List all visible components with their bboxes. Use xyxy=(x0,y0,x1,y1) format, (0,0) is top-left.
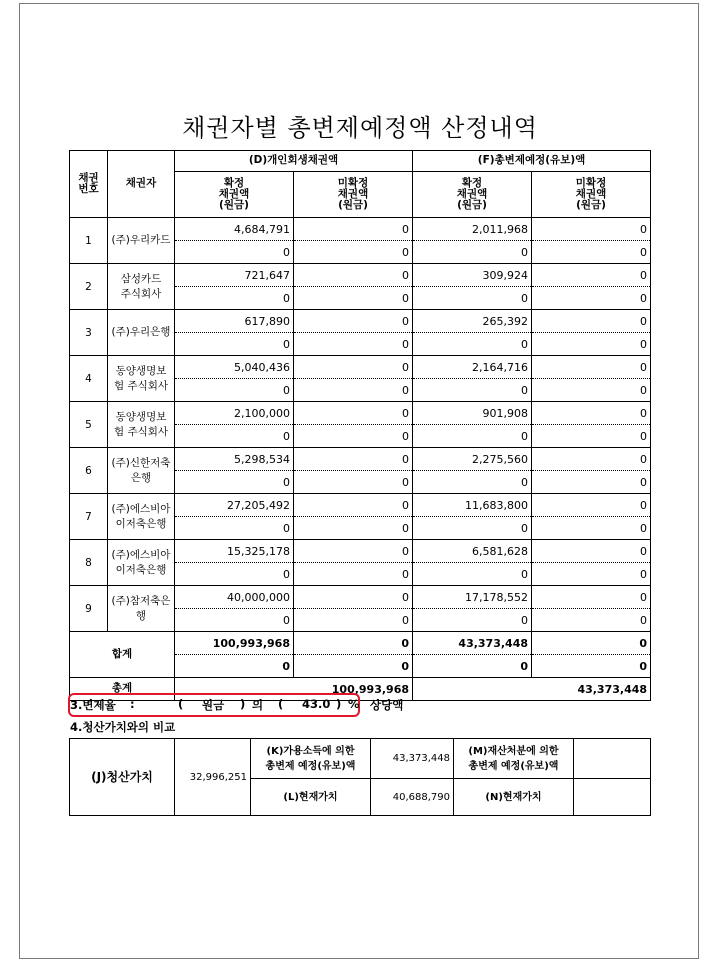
amount-cell: 0 xyxy=(532,379,651,402)
creditor-no: 7 xyxy=(70,494,108,540)
amount-cell: 15,325,178 xyxy=(175,540,294,563)
amount-cell: 0 xyxy=(413,517,532,540)
amount-cell: 0 xyxy=(175,379,294,402)
amount-cell: 309,924 xyxy=(413,264,532,287)
amount-cell: 0 xyxy=(175,517,294,540)
amount-cell: 721,647 xyxy=(175,264,294,287)
amount-cell: 2,011,968 xyxy=(413,218,532,241)
subtotal-cell: 0 xyxy=(175,655,294,678)
amount-cell: 0 xyxy=(175,563,294,586)
creditor-row xyxy=(70,448,651,471)
amount-cell: 0 xyxy=(532,517,651,540)
amount-cell: 0 xyxy=(413,287,532,310)
header-creditor-no: 채권 번호 xyxy=(70,151,108,218)
liquidation-comparison-table xyxy=(69,738,651,816)
amount-cell: 0 xyxy=(413,471,532,494)
n-value xyxy=(574,779,651,816)
amount-cell: 0 xyxy=(175,241,294,264)
amount-cell: 0 xyxy=(413,425,532,448)
amount-cell: 0 xyxy=(294,379,413,402)
amount-cell: 901,908 xyxy=(413,402,532,425)
amount-cell: 0 xyxy=(294,287,413,310)
subtotal-cell: 43,373,448 xyxy=(413,632,532,655)
total-f: 43,373,448 xyxy=(413,678,651,701)
header-d-unconfirmed: 미확정 채권액 (원금) xyxy=(294,172,413,218)
creditor-name: 삼성카드 주식회사 xyxy=(108,264,175,310)
k-label: (K)가용소득에 의한 총변제 예정(유보)액 xyxy=(251,739,371,779)
amount-cell: 0 xyxy=(532,241,651,264)
document-title: 채권자별 총변제예정액 산정내역 xyxy=(182,114,538,142)
subtotal-cell: 0 xyxy=(532,632,651,655)
creditor-no: 5 xyxy=(70,402,108,448)
subtotal-cell: 100,993,968 xyxy=(175,632,294,655)
creditor-row xyxy=(70,264,651,287)
amount-cell: 0 xyxy=(413,241,532,264)
amount-cell: 0 xyxy=(413,563,532,586)
amount-cell: 4,684,791 xyxy=(175,218,294,241)
header-d-confirmed: 확정 채권액 (원금) xyxy=(175,172,294,218)
m-value xyxy=(574,739,651,779)
amount-cell: 0 xyxy=(175,333,294,356)
rate-open-paren: ( xyxy=(178,697,184,711)
amount-cell: 0 xyxy=(294,471,413,494)
rate-unit: 원금 xyxy=(202,698,225,712)
creditor-name: (주)참저축은 행 xyxy=(108,586,175,632)
amount-cell: 0 xyxy=(532,333,651,356)
rate-of: 의 xyxy=(252,698,264,712)
amount-cell: 0 xyxy=(413,609,532,632)
amount-cell: 40,000,000 xyxy=(175,586,294,609)
amount-cell: 0 xyxy=(532,310,651,333)
creditor-row xyxy=(70,402,651,425)
creditor-no: 1 xyxy=(70,218,108,264)
amount-cell: 0 xyxy=(294,241,413,264)
amount-cell: 0 xyxy=(532,218,651,241)
amount-cell: 265,392 xyxy=(413,310,532,333)
amount-cell: 0 xyxy=(294,586,413,609)
header-creditor: 채권자 xyxy=(108,151,175,218)
creditor-no: 6 xyxy=(70,448,108,494)
creditor-no: 9 xyxy=(70,586,108,632)
n-label: (N)현재가치 xyxy=(454,779,574,816)
amount-cell: 0 xyxy=(413,333,532,356)
amount-cell: 0 xyxy=(294,402,413,425)
amount-cell: 0 xyxy=(294,356,413,379)
subtotal-cell: 0 xyxy=(294,632,413,655)
amount-cell: 0 xyxy=(532,563,651,586)
header-group-d: (D)개인회생채권액 xyxy=(175,151,413,172)
amount-cell: 0 xyxy=(294,563,413,586)
amount-cell: 0 xyxy=(175,471,294,494)
amount-cell: 5,298,534 xyxy=(175,448,294,471)
creditor-no: 2 xyxy=(70,264,108,310)
l-label: (L)현재가치 xyxy=(251,779,371,816)
liquidation-label: (J)청산가치 xyxy=(70,739,175,816)
rate-close-paren: ) xyxy=(240,697,246,711)
creditor-name: (주)우리카드 xyxy=(108,218,175,264)
amount-cell: 0 xyxy=(532,356,651,379)
amount-cell: 2,164,716 xyxy=(413,356,532,379)
amount-cell: 6,581,628 xyxy=(413,540,532,563)
amount-cell: 0 xyxy=(532,264,651,287)
amount-cell: 617,890 xyxy=(175,310,294,333)
amount-cell: 0 xyxy=(294,425,413,448)
amount-cell: 0 xyxy=(532,586,651,609)
liquidation-value: 32,996,251 xyxy=(175,739,251,816)
l-value: 40,688,790 xyxy=(371,779,454,816)
creditor-row xyxy=(70,540,651,563)
amount-cell: 0 xyxy=(532,402,651,425)
creditor-name: (주)우리은행 xyxy=(108,310,175,356)
amount-cell: 11,683,800 xyxy=(413,494,532,517)
creditor-name: (주)신한저축 은행 xyxy=(108,448,175,494)
amount-cell: 0 xyxy=(532,448,651,471)
amount-cell: 17,178,552 xyxy=(413,586,532,609)
amount-cell: 0 xyxy=(175,609,294,632)
creditor-row xyxy=(70,356,651,379)
creditor-table-body xyxy=(70,151,651,701)
amount-cell: 0 xyxy=(294,310,413,333)
creditor-name: 동양생명보 험 주식회사 xyxy=(108,356,175,402)
amount-cell: 2,100,000 xyxy=(175,402,294,425)
amount-cell: 0 xyxy=(532,425,651,448)
creditor-name: (주)에스비아 이저축은행 xyxy=(108,494,175,540)
subtotal-cell: 0 xyxy=(532,655,651,678)
amount-cell: 0 xyxy=(532,471,651,494)
rate-close-paren-2: ) xyxy=(336,697,342,711)
amount-cell: 0 xyxy=(175,425,294,448)
amount-cell: 0 xyxy=(294,333,413,356)
creditor-row xyxy=(70,494,651,517)
rate-open-paren-2: ( xyxy=(278,697,284,711)
creditor-no: 3 xyxy=(70,310,108,356)
amount-cell: 5,040,436 xyxy=(175,356,294,379)
header-group-f: (F)총변제예정(유보)액 xyxy=(413,151,651,172)
total-label: 총계 xyxy=(70,678,175,701)
subtotal-row xyxy=(70,632,651,655)
total-d: 100,993,968 xyxy=(175,678,413,701)
k-value: 43,373,448 xyxy=(371,739,454,779)
rate-colon: : xyxy=(130,697,135,711)
subtotal-cell: 0 xyxy=(413,655,532,678)
creditor-table xyxy=(69,150,651,701)
creditor-no: 8 xyxy=(70,540,108,586)
rate-label: 3.변제율 xyxy=(70,698,116,712)
section4-title: 4.청산가치와의 비교 xyxy=(70,720,176,734)
amount-cell: 0 xyxy=(294,540,413,563)
creditor-name: (주)에스비아 이저축은행 xyxy=(108,540,175,586)
amount-cell: 0 xyxy=(294,609,413,632)
amount-cell: 0 xyxy=(413,379,532,402)
amount-cell: 0 xyxy=(294,218,413,241)
creditor-row xyxy=(70,586,651,609)
rate-suffix: 상당액 xyxy=(370,698,404,712)
rate-value: 43.0 xyxy=(302,697,331,711)
rate-percent: % xyxy=(348,697,360,711)
amount-cell: 0 xyxy=(532,287,651,310)
amount-cell: 0 xyxy=(294,448,413,471)
amount-cell: 0 xyxy=(294,494,413,517)
amount-cell: 0 xyxy=(294,264,413,287)
amount-cell: 0 xyxy=(175,287,294,310)
subtotal-label: 합계 xyxy=(70,632,175,678)
subtotal-cell: 0 xyxy=(294,655,413,678)
amount-cell: 0 xyxy=(532,540,651,563)
header-f-confirmed: 확정 채권액 (원금) xyxy=(413,172,532,218)
amount-cell: 0 xyxy=(532,609,651,632)
amount-cell: 0 xyxy=(532,494,651,517)
creditor-no: 4 xyxy=(70,356,108,402)
m-label: (M)재산처분에 의한 총변제 예정(유보)액 xyxy=(454,739,574,779)
amount-cell: 2,275,560 xyxy=(413,448,532,471)
creditor-row xyxy=(70,218,651,241)
amount-cell: 27,205,492 xyxy=(175,494,294,517)
creditor-row xyxy=(70,310,651,333)
header-f-unconfirmed: 미확정 채권액 (원금) xyxy=(532,172,651,218)
amount-cell: 0 xyxy=(294,517,413,540)
creditor-name: 동양생명보 험 주식회사 xyxy=(108,402,175,448)
